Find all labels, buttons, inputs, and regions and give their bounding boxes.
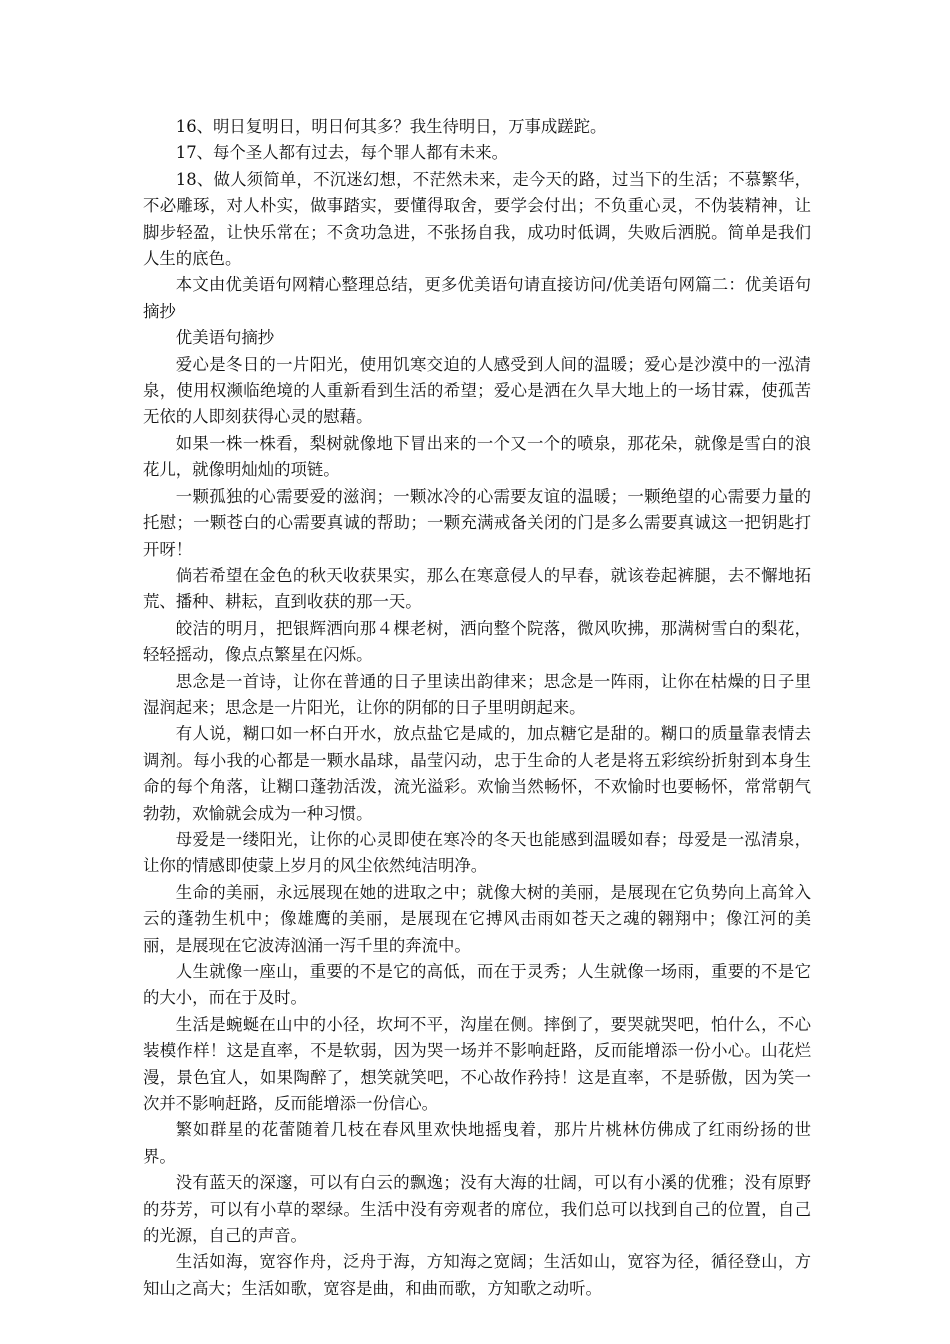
paragraph: 倘若希望在金色的秋天收获果实，那么在寒意侵人的早春，就该卷起裤腿，去不懈地拓荒、播种、耕耘，直到收获的那一天。 <box>143 565 811 612</box>
paragraph: 爱心是冬日的一片阳光，使用饥寒交迫的人感受到人间的温暖；爱心是沙漠中的一泓清泉，使用权濒临绝境的人重新看到生活的希望；爱心是洒在久旱大地上的一场甘霖，使孤苦无依的人即刻获得心灵的慰藉。 <box>143 354 811 427</box>
paragraph: 繁如群星的花蕾随着几枝在春风里欢快地摇曳着，那片片桃林仿佛成了红雨纷扬的世界。 <box>143 1120 811 1166</box>
paragraph: 人生就像一座山，重要的不是它的高低，而在于灵秀；人生就像一场雨，重要的不是它的大小，而在于及时。 <box>143 962 811 1008</box>
paragraph: 18、做人须简单，不沉迷幻想，不茫然未来，走今天的路，过当下的生活；不慕繁华，不必雕琢，对人朴实，做事踏实，要懂得取舍，要学会付出；不负重心灵，不伪装精神，让脚步轻盈，让快乐常在；不贪功急进，不张扬自我，成功时低调，失败后洒脱。简单是我们人生的底色。 <box>143 169 811 269</box>
paragraph: 生活是蜿蜒在山中的小径，坎坷不平，沟崖在侧。摔倒了，要哭就哭吧，怕什么，不心装模作样！这是直率，不是软弱，因为哭一场并不影响赶路，反而能增添一份小心。山花烂漫，景色宜人，如果陶醉了，想笑就笑吧，不心故作矜持！这是直率，不是骄傲，因为笑一次并不影响赶路，反而能增添一份信心。 <box>143 1014 811 1114</box>
paragraph: 生命的美丽，永远展现在她的进取之中；就像大树的美丽，是展现在它负势向上高耸入云的蓬勃生机中；像雄鹰的美丽，是展现在它搏风击雨如苍天之魂的翱翔中；像江河的美丽，是展现在它波涛汹涌一泻千里的奔流中。 <box>143 882 811 955</box>
paragraph: 生活如海，宽容作舟，泛舟于海，方知海之宽阔；生活如山，宽容为径，循径登山，方知山之高大；生活如歌，宽容是曲，和曲而歌，方知歌之动听。 <box>143 1252 811 1298</box>
section-heading: 优美语句摘抄 <box>175 328 275 348</box>
paragraph: 17、每个圣人都有过去，每个罪人都有未来。 <box>175 143 509 163</box>
paragraph: 如果一株一株看，梨树就像地下冒出来的一个又一个的喷泉，那花朵，就像是雪白的浪花儿，就像明灿灿的项链。 <box>143 433 811 480</box>
document-body <box>143 114 811 1302</box>
paragraph: 本文由优美语句网精心整理总结，更多优美语句请直接访问/优美语句网篇二：优美语句摘抄 <box>143 275 811 321</box>
paragraph: 一颗孤独的心需要爱的滋润；一颗冰冷的心需要友谊的温暖；一颗绝望的心需要力量的托慰；一颗苍白的心需要真诚的帮助；一颗充满戒备关闭的门是多么需要真诚这一把钥匙打开呀！ <box>143 486 811 559</box>
paragraph: 16、明日复明日，明日何其多？我生待明日，万事成蹉跎。 <box>175 117 607 136</box>
paragraph: 皎洁的明月，把银辉洒向那４棵老树，洒向整个院落，微风吹拂，那满树雪白的梨花，轻轻摇动，像点点繁星在闪烁。 <box>143 618 811 665</box>
paragraph: 没有蓝天的深邃，可以有白云的飘逸；没有大海的壮阔，可以有小溪的优雅；没有原野的芬芳，可以有小草的翠绿。生活中没有旁观者的席位，我们总可以找到自己的位置，自己的光源，自己的声音。 <box>143 1173 811 1246</box>
paragraph: 思念是一首诗，让你在普通的日子里读出韵律来；思念是一阵雨，让你在枯燥的日子里湿润起来；思念是一片阳光，让你的阴郁的日子里明朗起来。 <box>143 671 811 717</box>
paragraph: 有人说，糊口如一杯白开水，放点盐它是咸的，加点糖它是甜的。糊口的质量靠表情去调剂。每小我的心都是一颗水晶球，晶莹闪动，忠于生命的人老是将五彩缤纷折射到本身生命的每个角落，让糊口蓬勃活泼，流光溢彩。欢愉当然畅怀，不欢愉时也要畅怀，常常朝气勃勃，欢愉就会成为一种习惯。 <box>143 724 811 823</box>
paragraph: 母爱是一缕阳光，让你的心灵即使在寒冷的冬天也能感到温暖如春；母爱是一泓清泉，让你的情感即使蒙上岁月的风尘依然纯洁明净。 <box>143 829 811 876</box>
